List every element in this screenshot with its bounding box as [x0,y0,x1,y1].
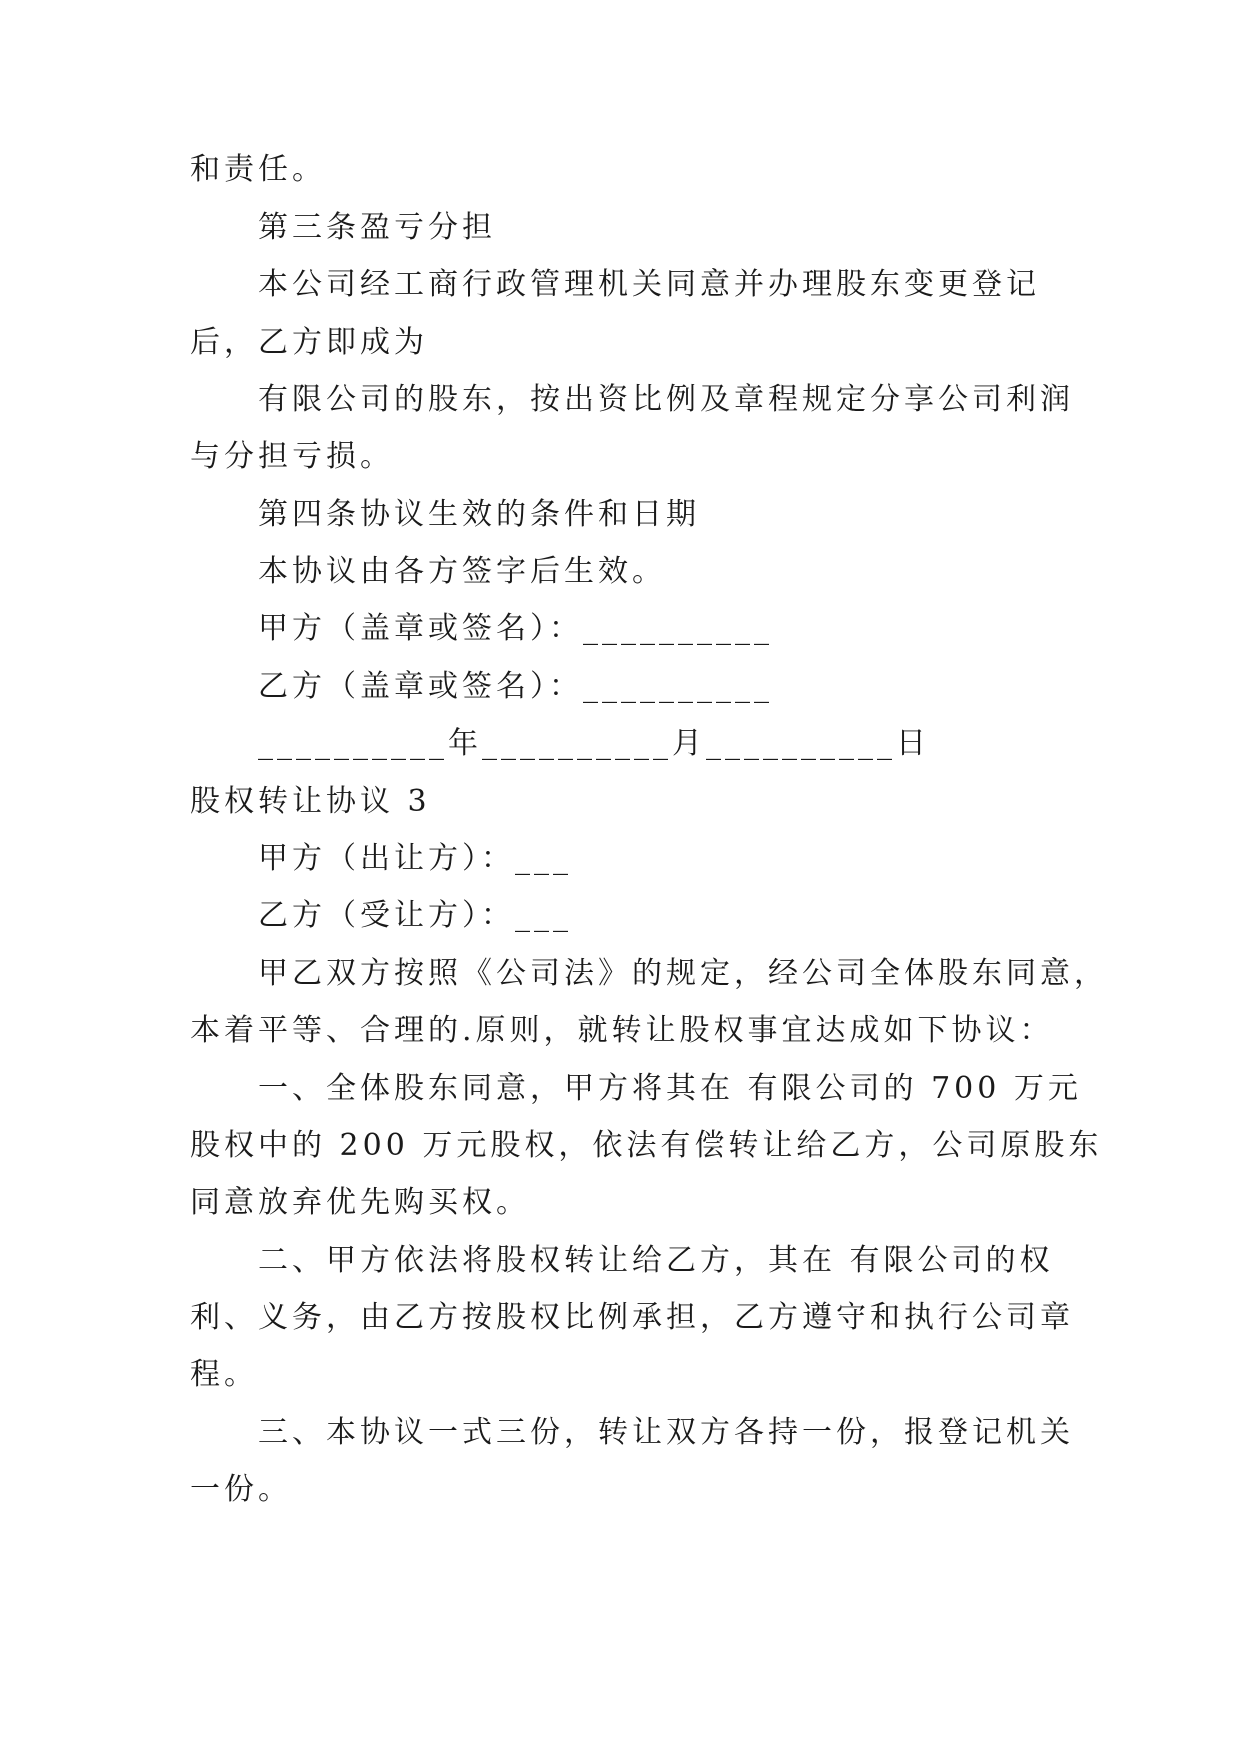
text-line: 一份。 [190,1472,292,1507]
text-line: 甲乙双方按照《公司法》的规定，经公司全体股东同意， [258,956,1108,991]
text-line: 股权中的 200 万元股权，依法有偿转让给乙方，公司原股东 [190,1128,1103,1163]
section-heading: 第四条协议生效的条件和日期 [258,497,700,532]
text-line: 程。 [190,1357,258,1392]
party-b-line: 乙方（受让方）：___ [258,898,572,933]
text-line: 一、全体股东同意，甲方将其在 有限公司的 700 万元 [258,1071,1082,1106]
agreement-title: 股权转让协议 3 [190,784,431,819]
text-line: 同意放弃优先购买权。 [190,1185,530,1220]
signature-line-party-a: 甲方（盖章或签名）：__________ [258,611,773,646]
text-line: 二、甲方依法将股权转让给乙方，其在 有限公司的权 [258,1243,1054,1278]
text-line: 本公司经工商行政管理机关同意并办理股东变更登记 [258,267,1040,302]
date-line: __________年__________月__________日 [258,726,930,761]
text-line: 后，乙方即成为 [190,325,428,360]
text-line: 和责任。 [190,152,326,187]
text-line: 有限公司的股东，按出资比例及章程规定分享公司利润 [258,382,1074,417]
text-line: 与分担亏损。 [190,439,394,474]
text-line: 本协议由各方签字后生效。 [258,554,666,589]
text-line: 三、本协议一式三份，转让双方各持一份，报登记机关 [258,1415,1074,1450]
signature-line-party-b: 乙方（盖章或签名）：__________ [258,669,773,704]
section-heading: 第三条盈亏分担 [258,210,496,245]
text-line: 本着平等、合理的.原则，就转让股权事宜达成如下协议： [190,1013,1054,1048]
text-line: 利、义务，由乙方按股权比例承担，乙方遵守和执行公司章 [190,1300,1074,1335]
party-a-line: 甲方（出让方）：___ [258,841,572,876]
